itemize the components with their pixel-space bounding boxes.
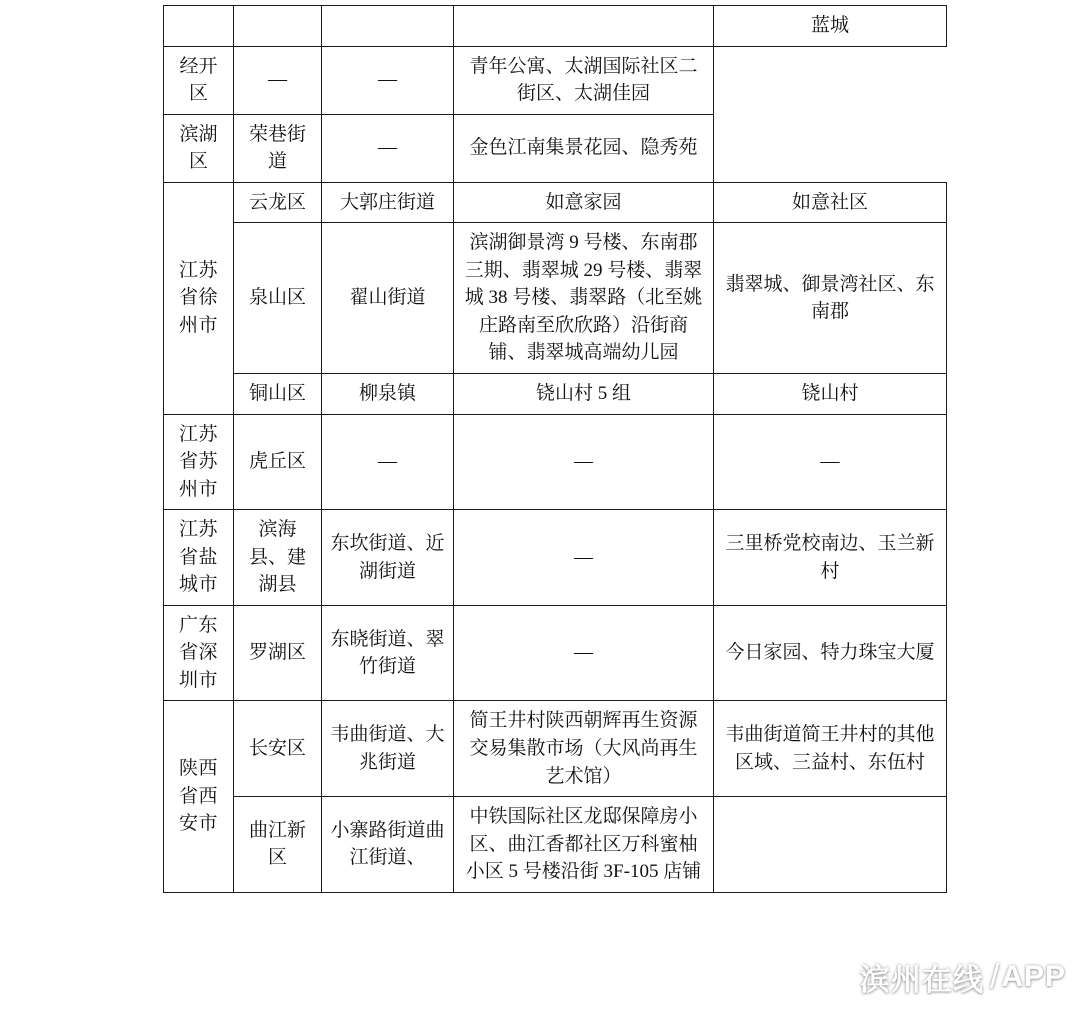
cell-community: 三里桥党校南边、玉兰新村 — [714, 510, 947, 606]
cell-district: 铜山区 — [234, 374, 322, 415]
cell-street: 翟山街道 — [322, 223, 454, 374]
table-row — [164, 46, 947, 114]
cell-place: — — [454, 510, 714, 606]
table-row — [164, 701, 947, 797]
cell-district — [234, 6, 322, 47]
cell-place: — — [322, 46, 454, 114]
cell-street: — — [234, 46, 322, 114]
watermark-app-label: APP — [1001, 960, 1066, 993]
cell-place: — — [454, 605, 714, 701]
cell-place: 中铁国际社区龙邸保障房小区、曲江香都社区万科蜜柚小区 5 号楼沿街 3F-105 店铺 — [454, 797, 714, 893]
table-row — [164, 223, 947, 374]
cell-street: 柳泉镇 — [322, 374, 454, 415]
cell-district: 云龙区 — [234, 182, 322, 223]
cell-street: 东坎街道、近湖街道 — [322, 510, 454, 606]
cell-street: 韦曲街道、大兆街道 — [322, 701, 454, 797]
cell-place: 简王井村陕西朝辉再生资源交易集散市场（大风尚再生艺术馆） — [454, 701, 714, 797]
cell-place: 滨湖御景湾 9 号楼、东南郡三期、翡翠城 29 号楼、翡翠城 38 号楼、翡翠路（北至姚庄路南至欣欣路）沿街商铺、翡翠城高端幼儿园 — [454, 223, 714, 374]
table-row — [164, 414, 947, 510]
cell-district: 滨海县、建湖县 — [234, 510, 322, 606]
cell-street: 荣巷街道 — [234, 114, 322, 182]
cell-community: 蓝城 — [714, 6, 947, 47]
cell-district: 长安区 — [234, 701, 322, 797]
cell-community: — — [714, 414, 947, 510]
cell-place: — — [454, 414, 714, 510]
cell-street — [322, 6, 454, 47]
cell-community: 翡翠城、御景湾社区、东南郡 — [714, 223, 947, 374]
cell-street: — — [322, 414, 454, 510]
cell-province: 江苏省徐州市 — [164, 182, 234, 414]
watermark — [860, 955, 1066, 999]
cell-place: — — [322, 114, 454, 182]
table-row — [164, 6, 947, 47]
table-row — [164, 510, 947, 606]
table-row — [164, 797, 947, 893]
cell-community: 韦曲街道简王井村的其他区域、三益村、东伍村 — [714, 701, 947, 797]
watermark-slash: / — [989, 957, 1000, 996]
cell-province: 陕西省西安市 — [164, 701, 234, 892]
cell-district: 曲江新区 — [234, 797, 322, 893]
cell-district: 罗湖区 — [234, 605, 322, 701]
cell-street: 小寨路街道曲江街道、 — [322, 797, 454, 893]
cell-community: 铙山村 — [714, 374, 947, 415]
table-row — [164, 114, 947, 182]
cell-district: 泉山区 — [234, 223, 322, 374]
cell-community: 青年公寓、太湖国际社区二街区、太湖佳园 — [454, 46, 714, 114]
cell-street: 东晓街道、翠竹街道 — [322, 605, 454, 701]
table-row — [164, 374, 947, 415]
cell-province: 广东省深圳市 — [164, 605, 234, 701]
cell-province: 江苏省苏州市 — [164, 414, 234, 510]
cell-community: 今日家园、特力珠宝大厦 — [714, 605, 947, 701]
table-row — [164, 182, 947, 223]
table-row — [164, 605, 947, 701]
cell-community: 如意社区 — [714, 182, 947, 223]
risk-area-table — [163, 5, 947, 893]
cell-community: 金色江南集景花园、隐秀苑 — [454, 114, 714, 182]
cell-place: 铙山村 5 组 — [454, 374, 714, 415]
cell-district: 虎丘区 — [234, 414, 322, 510]
cell-place: 如意家园 — [454, 182, 714, 223]
cell-community — [714, 797, 947, 893]
cell-province: 江苏省盐城市 — [164, 510, 234, 606]
cell-place — [454, 6, 714, 47]
cell-district: 经开区 — [164, 46, 234, 114]
watermark-brand: 滨州在线 — [859, 964, 984, 997]
cell-province — [164, 6, 234, 47]
cell-district: 滨湖区 — [164, 114, 234, 182]
cell-street: 大郭庄街道 — [322, 182, 454, 223]
